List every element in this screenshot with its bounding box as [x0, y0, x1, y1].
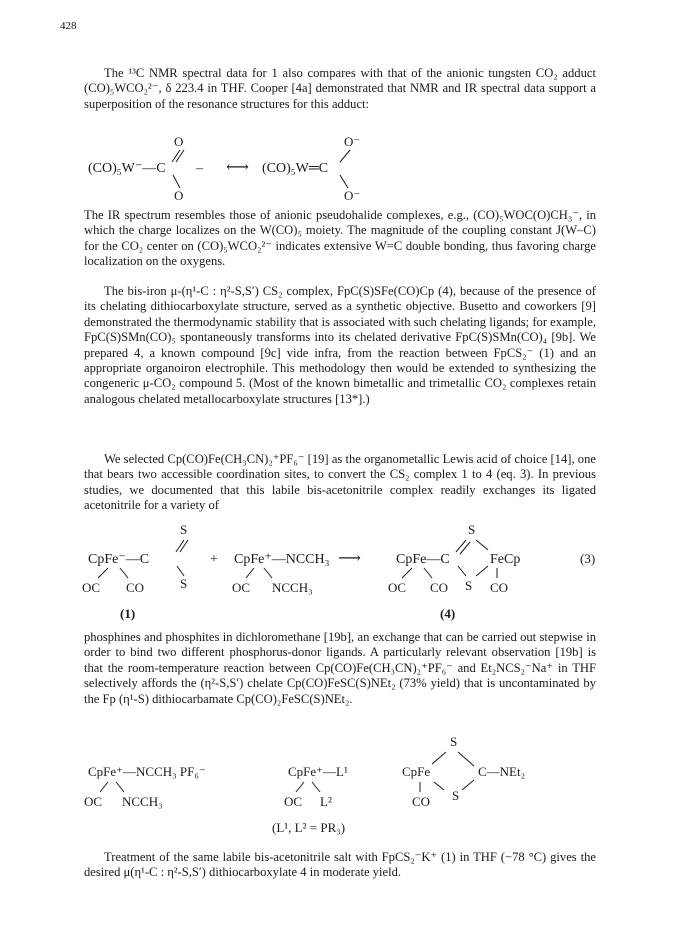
- eq3-product-oc: OC: [388, 580, 407, 595]
- eq3-label-1: (1): [120, 606, 136, 621]
- eq3-reactant1-oc: OC: [82, 580, 101, 595]
- double-bond-mark: [456, 540, 470, 554]
- eq3-reactant1-core: CpFe⁻—C: [88, 552, 150, 567]
- paragraph-phosphines: phosphines and phosphites in dichloromethane [19b], an exchange that can be carried out stepwise in order to bind two different phosphorus-donor ligands. A particularly relevant observation [19b] is that the room-temperature reaction between Cp(CO)Fe(CH₃CN)₂⁺PF₆⁻ and Et₂NCS₂⁻Na⁺ in THF selectively affords the (η²-S,S′) chelate Cp(CO)FeSC(S)NEt₂ (73% yield) that is uncontaminated by the Fp (η¹-S) dithiocarbamate Cp(CO)₂FeSC(S)NEt₂.: [84, 630, 596, 706]
- resonance-left-o-bottom: O: [174, 188, 184, 203]
- carbonyl-bonds: [98, 568, 128, 578]
- scheme2-species3-co: CO: [412, 794, 431, 809]
- ligand-exchange-scheme: [0, 726, 680, 842]
- carbonyl-bonds: [402, 568, 497, 578]
- chelate-bonds: [458, 566, 488, 576]
- resonance-right-o-bottom: O⁻: [344, 188, 361, 203]
- paragraph-nmr-adduct: The ¹³C NMR spectral data for 1 also compares with that of the anionic tungsten CO₂ adduct (CO)₅WCO₂²⁻, δ 223.4 in THF. Cooper [4a] demonstrated that NMR and IR spectral data support a superposition of the resonance structures for this adduct:: [84, 66, 596, 111]
- resonance-right-fragment: (CO)₅W═C: [262, 161, 329, 176]
- equation-3-scheme: [0, 518, 680, 622]
- paragraph-treatment: Treatment of the same labile bis-acetonitrile salt with FpCS₂⁻K⁺ (1) in THF (−78 °C) gives the desired μ(η¹-C : η²-S,S′) dithiocarboxylate 4 in moderate yield.: [84, 850, 596, 880]
- double-bond-mark: [172, 150, 184, 162]
- eq3-arrow: ⟶: [338, 550, 361, 567]
- scheme2-species1-core: CpFe⁺—NCCH₃ PF₆⁻: [88, 764, 206, 779]
- paragraph-ir-spectrum: The IR spectrum resembles those of anionic pseudohalide complexes, e.g., (CO)₅WOC(O)CH₃⁻, in which the charge localizes on the W(CO)₅ moiety. The magnitude of the coupling constant J(W–C) for the CO₂ center on (CO)₅WCO₂²⁻ indicates extensive W=C double bonding, thus favoring charge localization on the oxygens.: [84, 208, 596, 269]
- scheme2-species1-ligand: NCCH₃: [122, 794, 163, 809]
- resonance-right-o-top: O⁻: [344, 134, 361, 149]
- eq3-reactant1-co: CO: [126, 580, 145, 595]
- resonance-arrow: ⟷: [226, 159, 249, 176]
- scheme2-species1-oc: OC: [84, 794, 103, 809]
- single-bond-mark: [177, 566, 184, 576]
- resonance-scheme-w-co2: [0, 130, 680, 204]
- resonance-left-minus: –: [196, 161, 203, 176]
- eq3-plus: +: [210, 552, 218, 567]
- eq3-reactant1-s-top: S: [180, 522, 188, 537]
- eq3-product-co2: CO: [490, 580, 509, 595]
- scheme2-species2-ligand: L²: [320, 794, 332, 809]
- eq3-product-fecp: FeCp: [490, 552, 521, 567]
- scheme2-legend: (L¹, L² = PR₃): [272, 820, 346, 835]
- single-bond-mark: [340, 175, 348, 188]
- eq3-reactant2-core: CpFe⁺—NCCH₃: [234, 552, 330, 567]
- eq3-number: (3): [580, 551, 596, 566]
- eq3-product-s-top: S: [468, 522, 476, 537]
- scheme2-species2-core: CpFe⁺—L¹: [288, 764, 348, 779]
- eq3-product-core: CpFe—C: [396, 552, 450, 567]
- eq3-reactant2-ligand: NCCH₃: [272, 580, 313, 595]
- double-bond-mark: [176, 540, 188, 552]
- ligand-bonds: [246, 568, 272, 578]
- scheme2-species2-oc: OC: [284, 794, 303, 809]
- ligand-bonds: [100, 782, 124, 792]
- eq3-product-s-bottom: S: [465, 578, 473, 593]
- paragraph-bis-iron-cs2: The bis-iron μ-(η¹-C : η²-S,S′) CS₂ complex, FpC(S)SFe(CO)Cp (4), because of the presence of its chelating dithiocarboxylate structure, served as a synthetic objective. Busetto and coworkers [9] demonstrated the thermodynamic stability that is associated with such chelating ligands; for example, FpC(S)SMn(CO)₅ spontaneously transforms into its chelated derivative FpC(S)SMn(CO)₄ [9b]. We prepared 4, a known compound [9c] vide infra, from the reaction between FpCS₂⁻ (1) and an appropriate organoiron electrophile. This methodology then would be extended to synthesizing the congeneric μ-CO₂ compound 5. (Most of the known bimetallic and trimetallic CO₂ complexes retain analogous chelated metallocarboxylate structures [13*].): [84, 284, 596, 406]
- single-bond-mark: [173, 175, 180, 188]
- scheme2-species3-s-top: S: [450, 734, 458, 749]
- scheme2-species3-cpfe: CpFe: [402, 764, 431, 779]
- resonance-left-o-top: O: [174, 134, 184, 149]
- eq3-label-4: (4): [440, 606, 456, 621]
- page-number: 428: [60, 20, 77, 32]
- eq3-reactant1-s-bottom: S: [180, 576, 188, 591]
- scheme2-species3-cnet: C—NEt₂: [478, 764, 526, 779]
- eq3-reactant2-oc: OC: [232, 580, 251, 595]
- resonance-left-fragment: (CO)₅W⁻—C: [88, 161, 166, 176]
- chelate-bonds: [432, 752, 474, 766]
- eq3-product-co1: CO: [430, 580, 449, 595]
- single-bond-mark: [340, 150, 350, 162]
- scheme2-species3-s-bottom: S: [452, 788, 460, 803]
- ligand-bonds: [296, 782, 320, 792]
- paragraph-lewis-acid: We selected Cp(CO)Fe(CH₃CN)₂⁺PF₆⁻ [19] as the organometallic Lewis acid of choice [14], one that bears two accessible coordination sites, to convert the CS₂ complex 1 to 4 (eq. 3). In previous studies, we documented that this labile bis-acetonitrile complex readily exchanges its ligated acetonitrile for a variety of: [84, 452, 596, 513]
- single-bond-mark: [476, 540, 488, 550]
